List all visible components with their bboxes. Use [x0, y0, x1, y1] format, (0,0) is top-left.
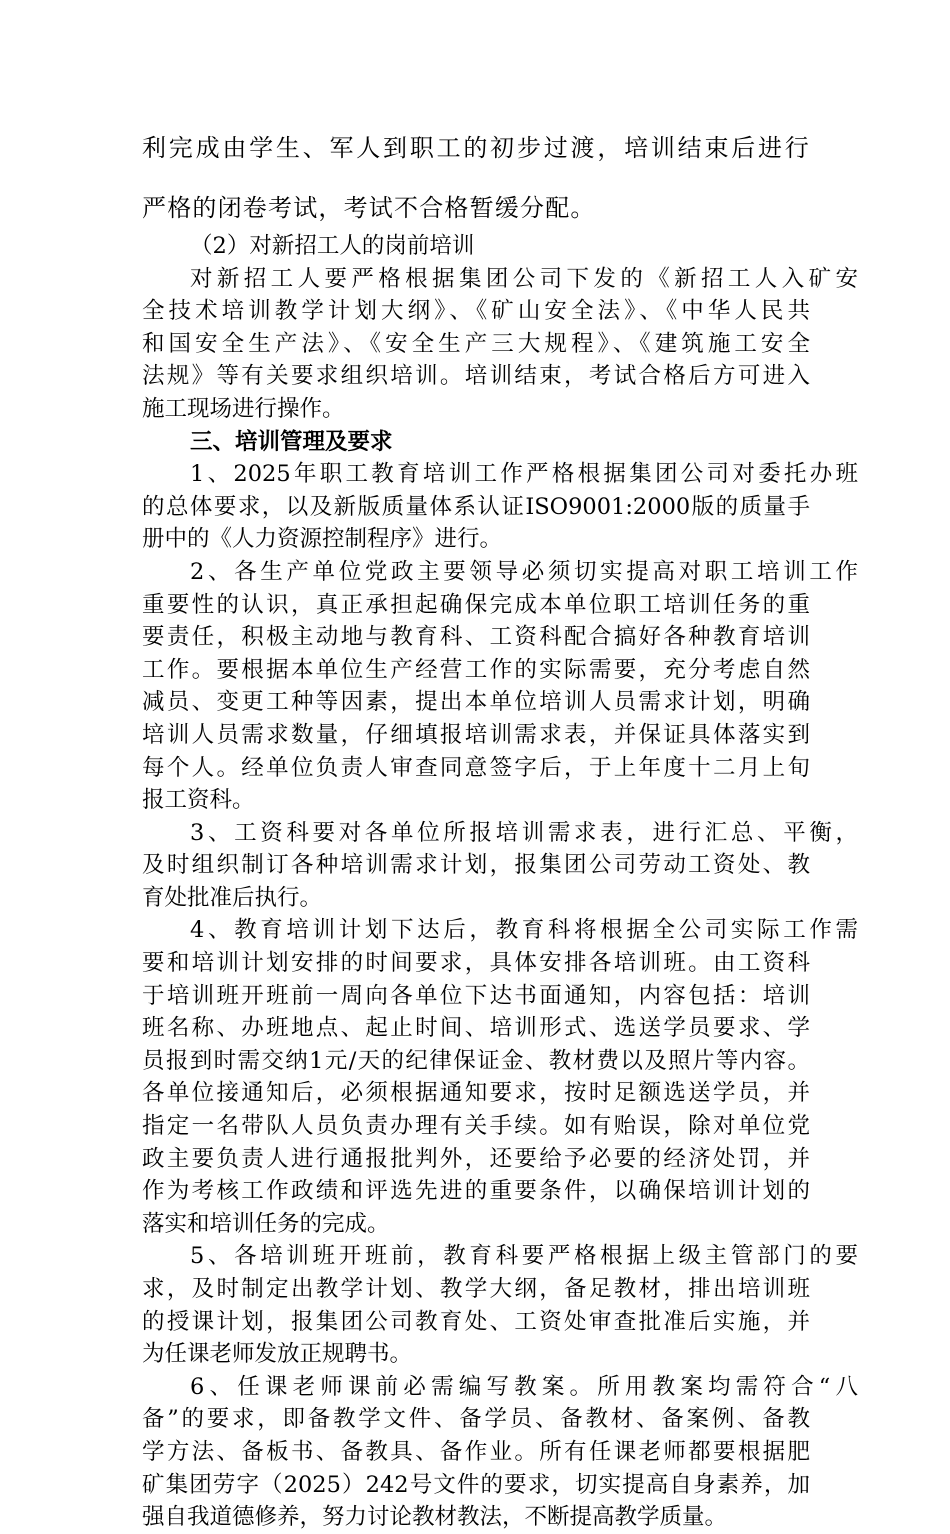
- subsection-title: [142, 230, 810, 263]
- text-line: 每个人。经单位负责人审查同意签字后，于上年度十二月上旬: [142, 754, 810, 781]
- text-line: 三、培训管理及要求: [190, 428, 393, 455]
- paragraph: [142, 817, 858, 915]
- text-line: 培训人员需求数量，仔细填报培训需求表，并保证具体落实到: [142, 721, 810, 748]
- text-line: 的总体要求，以及新版质量体系认证ISO9001:2000版的质量手: [142, 493, 810, 520]
- text-line: 施工现场进行操作。: [142, 395, 345, 422]
- text-line: 各单位接通知后，必须根据通知要求，按时足额选送学员，并: [142, 1080, 810, 1107]
- text-line: 矿集团劳字（2025）242号文件的要求，切实提高自身素养，加: [142, 1471, 810, 1498]
- section-heading: [142, 426, 810, 459]
- text-line: 于培训班开班前一周向各单位下达书面通知，内容包括：培训: [142, 982, 810, 1009]
- text-line: 的授课计划，报集团公司教育处、工资处审查批准后实施，并: [142, 1308, 810, 1335]
- text-line: 利完成由学生、军人到职工的初步过渡，培训结束后进行: [142, 134, 810, 162]
- text-line: 学方法、备板书、备教具、备作业。所有任课老师都要根据肥: [142, 1438, 810, 1465]
- text-line: 对新招工人要严格根据集团公司下发的《新招工人入矿安: [190, 265, 858, 292]
- text-line: 和国安全生产法》、《安全生产三大规程》、《建筑施工安全: [142, 330, 810, 357]
- text-line: 全技术培训教学计划大纲》、《矿山安全法》、《中华人民共: [142, 298, 810, 325]
- paragraph: [142, 263, 858, 426]
- text-line: 及时组织制订各种培训需求计划，报集团公司劳动工资处、教: [142, 852, 810, 879]
- text-line: 指定一名带队人员负责办理有关手续。如有贻误，除对单位党: [142, 1113, 810, 1140]
- text-line: 6、任课老师课前必需编写教案。所用教案均需符合“八: [190, 1373, 858, 1400]
- paragraph: [142, 458, 858, 556]
- text-line: 1、2025年职工教育培训工作严格根据集团公司对委托办班: [190, 461, 858, 488]
- text-line: 4、教育培训计划下达后，教育科将根据全公司实际工作需: [190, 917, 858, 944]
- paragraph: [142, 556, 858, 817]
- text-line: 重要性的认识，真正承担起确保完成本单位职工培训任务的重: [142, 591, 810, 618]
- text-line: 为任课老师发放正规聘书。: [142, 1341, 413, 1368]
- text-line: 育处批准后执行。: [142, 884, 323, 911]
- text-line: 3、工资科要对各单位所报培训需求表，进行汇总、平衡，: [190, 819, 858, 846]
- text-line: 员报到时需交纳1元/天的纪律保证金、教材费以及照片等内容。: [142, 1047, 810, 1074]
- text-line: 求，及时制定出教学计划、教学大纲，备足教材，排出培训班: [142, 1276, 810, 1302]
- text-line: 工作。要根据本单位生产经营工作的实际需要，充分考虑自然: [142, 656, 810, 683]
- text-line: 减员、变更工种等因素，提出本单位培训人员需求计划，明确: [142, 689, 810, 716]
- text-line: 强自我道德修养，努力讨论教材教法，不断提高教学质量。: [142, 1504, 728, 1531]
- text-line: 册中的《人力资源控制程序》进行。: [142, 526, 503, 553]
- text-line: 要责任，积极主动地与教育科、工资科配合搞好各种教育培训: [142, 624, 810, 651]
- text-line: 作为考核工作政绩和评选先进的重要条件，以确保培训计划的: [142, 1178, 810, 1205]
- text-line: 备”的要求，即备教学文件、备学员、备教材、备案例、备教: [142, 1406, 810, 1433]
- document-body: [142, 126, 858, 1534]
- text-line: （2）对新招工人的岗前培训: [190, 233, 475, 259]
- text-line: 严格的闭卷考试，考试不合格暂缓分配。: [142, 194, 596, 222]
- continuation-paragraph: [142, 126, 810, 230]
- paragraph: [142, 914, 858, 1240]
- text-line: 政主要负责人进行通报批判外，还要给予必要的经济处罚，并: [142, 1145, 810, 1172]
- text-line: 5、各培训班开班前，教育科要严格根据上级主管部门的要: [190, 1243, 858, 1270]
- text-line: 落实和培训任务的完成。: [142, 1210, 390, 1237]
- text-line: 班名称、办班地点、起止时间、培训形式、选送学员要求、学: [142, 1015, 810, 1042]
- paragraph: [142, 1240, 858, 1370]
- paragraph: [142, 1371, 858, 1534]
- text-line: 报工资科。: [142, 787, 255, 814]
- text-line: 要和培训计划安排的时间要求，具体安排各培训班。由工资科: [142, 950, 810, 977]
- text-line: 2、各生产单位党政主要领导必须切实提高对职工培训工作: [190, 558, 858, 585]
- text-line: 法规》等有关要求组织培训。培训结束，考试合格后方可进入: [142, 363, 810, 390]
